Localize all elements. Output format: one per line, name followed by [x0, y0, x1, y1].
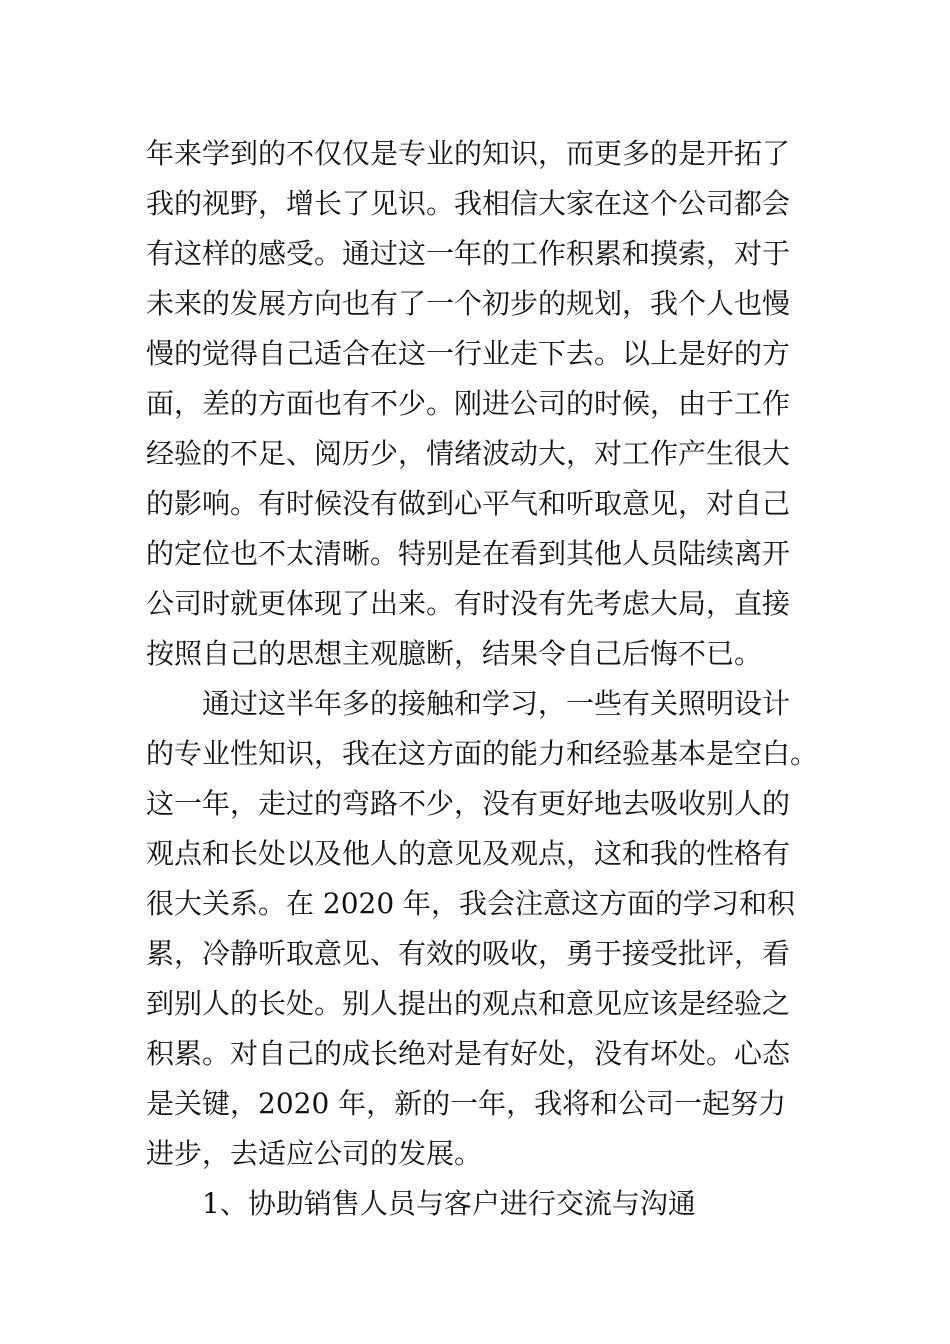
text-line: 观点和长处以及他人的意见及观点，这和我的性格有	[146, 837, 791, 870]
paragraph-first-line: 通过这半年多的接触和学习，一些有关照明设计	[202, 687, 791, 720]
text-line: 积累。对自己的成长绝对是有好处，没有坏处。心态	[146, 1037, 791, 1070]
text-line: 是关键，2020 年，新的一年，我将和公司一起努力	[146, 1087, 787, 1120]
text-line: 有这样的感受。通过这一年的工作积累和摸索，对于	[146, 237, 791, 270]
text-line: 的定位也不太清晰。特别是在看到其他人员陆续离开	[146, 537, 791, 570]
text-line: 慢的觉得自己适合在这一行业走下去。以上是好的方	[146, 337, 791, 370]
text-line: 我的视野，增长了见识。我相信大家在这个公司都会	[146, 187, 791, 220]
list-item: 1、协助销售人员与客户进行交流与沟通	[202, 1187, 696, 1220]
text-line: 面，差的方面也有不少。刚进公司的时候，由于工作	[146, 387, 791, 420]
text-line: 未来的发展方向也有了一个初步的规划，我个人也慢	[146, 287, 791, 320]
text-line: 公司时就更体现了出来。有时没有先考虑大局，直接	[146, 587, 791, 620]
text-line: 很大关系。在 2020 年，我会注意这方面的学习和积	[146, 887, 796, 920]
text-line: 经验的不足、阅历少，情绪波动大，对工作产生很大	[146, 437, 791, 470]
text-line: 这一年，走过的弯路不少，没有更好地去吸收别人的	[146, 787, 791, 820]
text-line: 的专业性知识，我在这方面的能力和经验基本是空白。	[146, 737, 819, 770]
text-line: 按照自己的思想主观臆断，结果令自己后悔不已。	[146, 637, 763, 670]
text-line: 累，冷静听取意见、有效的吸收，勇于接受批评，看	[146, 937, 791, 970]
text-line: 到别人的长处。别人提出的观点和意见应该是经验之	[146, 987, 791, 1020]
text-line: 年来学到的不仅仅是专业的知识，而更多的是开拓了	[146, 137, 791, 170]
text-line: 进步，去适应公司的发展。	[146, 1137, 483, 1170]
text-line: 的影响。有时候没有做到心平气和听取意见，对自己	[146, 487, 791, 520]
